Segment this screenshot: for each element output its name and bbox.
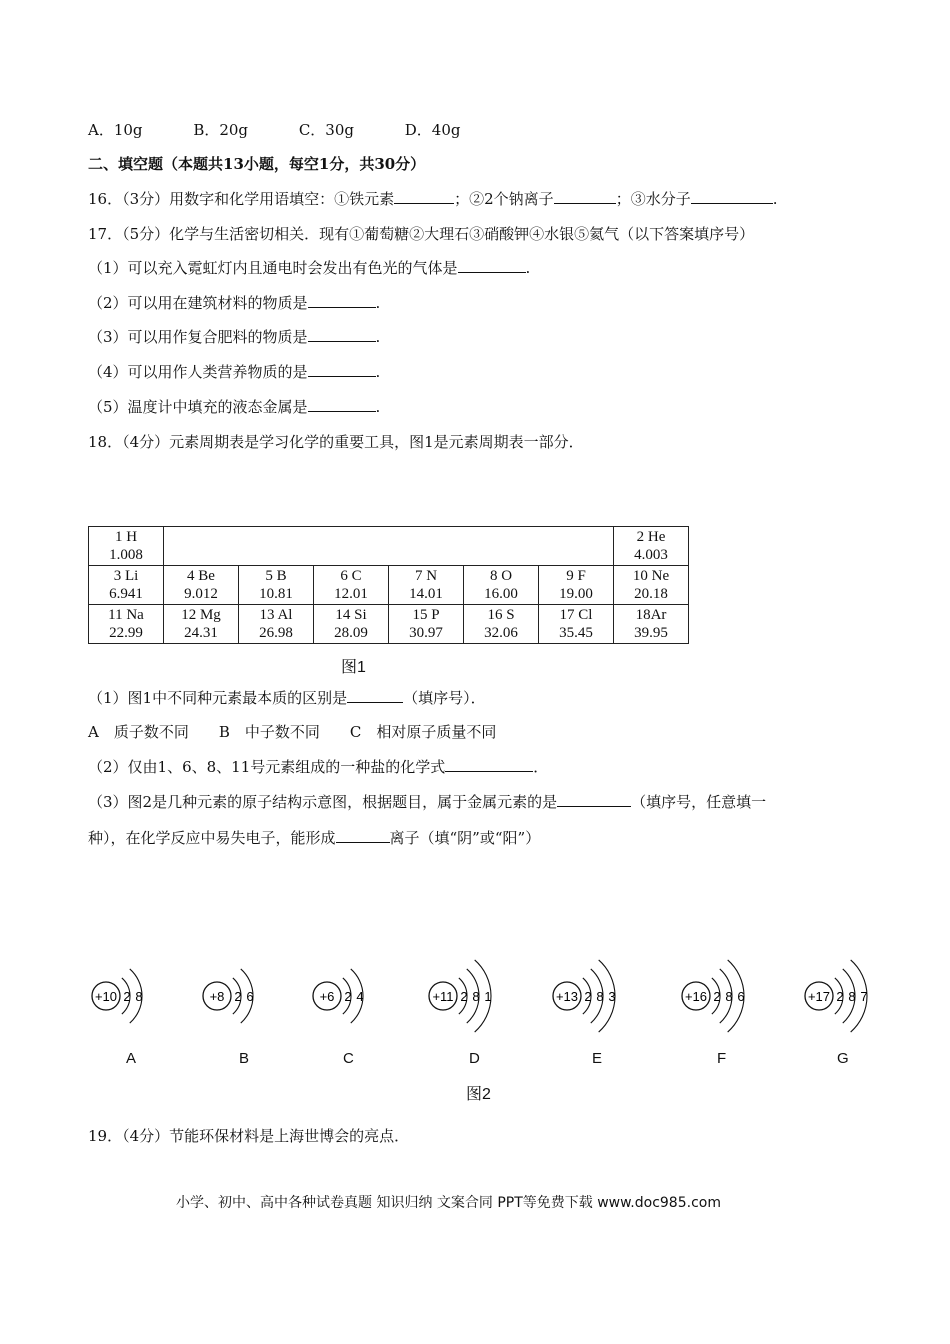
electron-count: 2 xyxy=(123,989,131,1004)
q16-stem: 16．（3分）用数字和化学用语填空：①铁元素 xyxy=(88,190,395,208)
element-cell xyxy=(314,566,389,605)
q17-item-end: . xyxy=(525,259,531,277)
electron-count: 2 xyxy=(836,989,844,1004)
q17-item-end: . xyxy=(375,294,381,312)
periodic-row-2 xyxy=(89,566,689,605)
element-mass: 20.18 xyxy=(634,586,668,602)
q17-item-end: . xyxy=(375,328,381,346)
q17-item-3 xyxy=(88,327,380,347)
q18-blank-4[interactable] xyxy=(336,828,390,843)
atom-diagram-b xyxy=(201,950,291,1040)
element-cell xyxy=(539,605,614,644)
electron-count: 3 xyxy=(608,989,616,1004)
q18-sub3-text-d: 离子（填“阴”或“阳”） xyxy=(389,829,541,847)
element-symbol: 3 Li xyxy=(113,568,139,584)
q17-item-end: . xyxy=(375,398,381,416)
element-mass: 35.45 xyxy=(559,625,593,641)
q17-blank-5[interactable] xyxy=(308,397,376,412)
element-mass: 14.01 xyxy=(409,586,443,602)
nucleus-charge: +6 xyxy=(319,989,335,1004)
atom-structure-svg xyxy=(201,950,291,1040)
option-a: A．10g xyxy=(88,121,143,139)
q17-item-4 xyxy=(88,362,380,382)
q17-item-end: . xyxy=(375,363,381,381)
q15-options xyxy=(88,120,460,140)
electron-count: 2 xyxy=(713,989,721,1004)
element-cell xyxy=(239,566,314,605)
q18-blank-3[interactable] xyxy=(557,792,631,807)
element-symbol: 2 He xyxy=(636,529,666,545)
q17-item-text: （1）可以充入霓虹灯内且通电时会发出有色光的气体是 xyxy=(88,259,458,277)
q18-sub2-text: （2）仅由1、6、8、11号元素组成的一种盐的化学式 xyxy=(88,758,446,776)
q16-part3: ；③水分子 xyxy=(615,190,691,208)
q18-sub-3-line-1 xyxy=(88,792,766,812)
element-symbol: 17 Cl xyxy=(559,607,593,623)
q17-blank-1[interactable] xyxy=(458,258,526,273)
electron-count: 8 xyxy=(596,989,604,1004)
question-19-stem: 19．（4分）节能环保材料是上海世博会的亮点． xyxy=(88,1127,410,1145)
atom-diagram-g xyxy=(803,950,893,1040)
element-mass: 32.06 xyxy=(484,625,518,641)
atom-label: E xyxy=(592,1050,603,1067)
electron-count: 2 xyxy=(460,989,468,1004)
atom-structure-svg xyxy=(551,950,641,1040)
atom-diagram-c xyxy=(311,950,401,1040)
element-mass: 4.003 xyxy=(634,547,668,563)
q17-item-text: （5）温度计中填充的液态金属是 xyxy=(88,398,308,416)
atom-label: C xyxy=(343,1050,354,1067)
q18-sub3-text-b: （填序号，任意填一 xyxy=(631,793,767,811)
electron-count: 6 xyxy=(737,989,745,1004)
atom-diagram-f xyxy=(680,950,770,1040)
q16-blank-2[interactable] xyxy=(554,189,616,204)
element-mass: 10.81 xyxy=(259,586,293,602)
q18-sub3-text-c: 种），在化学反应中易失电子，能形成 xyxy=(88,829,336,847)
element-cell xyxy=(164,605,239,644)
figure-2-caption: 图2 xyxy=(466,1086,491,1103)
element-cell xyxy=(614,566,689,605)
atom-structure-svg xyxy=(803,950,893,1040)
q18-sub3-text: （3）图2是几种元素的原子结构示意图，根据题目，属于金属元素的是 xyxy=(88,793,558,811)
atom-label: G xyxy=(837,1050,849,1067)
q18-sub2-end: ． xyxy=(533,758,549,776)
nucleus-charge: +11 xyxy=(432,989,454,1004)
element-mass: 1.008 xyxy=(109,547,143,563)
electron-count: 8 xyxy=(848,989,856,1004)
option-d: D．40g xyxy=(404,121,461,139)
nucleus-charge: +17 xyxy=(807,989,831,1004)
question-16 xyxy=(88,189,777,209)
atom-label: A xyxy=(126,1050,137,1067)
electron-count: 4 xyxy=(356,989,364,1004)
element-symbol: 13 Al xyxy=(259,607,293,623)
element-cell-he xyxy=(614,527,689,566)
element-symbol: 16 S xyxy=(487,607,515,623)
element-mass: 19.00 xyxy=(559,586,593,602)
q17-item-5 xyxy=(88,397,380,417)
nucleus-charge: +8 xyxy=(209,989,225,1004)
q17-item-1 xyxy=(88,258,530,278)
element-mass: 26.98 xyxy=(259,625,293,641)
section-title: 二、填空题（本题共13小题，每空1分，共30分） xyxy=(88,155,426,173)
element-symbol: 18Ar xyxy=(635,607,667,623)
element-cell xyxy=(539,566,614,605)
electron-count: 1 xyxy=(484,989,492,1004)
nucleus-charge: +10 xyxy=(94,989,118,1004)
element-symbol: 15 P xyxy=(412,607,440,623)
q18-sub-2 xyxy=(88,757,548,777)
element-cell xyxy=(239,605,314,644)
q18-sub1-end: （填序号）． xyxy=(403,689,486,707)
electron-count: 7 xyxy=(860,989,868,1004)
atom-structure-svg xyxy=(311,950,401,1040)
element-cell xyxy=(89,605,164,644)
element-cell xyxy=(464,566,539,605)
question-17-stem: 17．（5分）化学与生活密切相关．现有①葡萄糖②大理石③硝酸钾④水银⑤氦气（以下答案填序号） xyxy=(88,225,755,243)
atom-structure-svg xyxy=(427,950,517,1040)
footer-text: 小学、初中、高中各种试卷真题 知识归纳 文案合同 PPT等免费下载 www.doc985.com xyxy=(176,1195,721,1211)
element-cell xyxy=(164,566,239,605)
element-symbol: 8 O xyxy=(489,568,513,584)
q16-blank-3[interactable] xyxy=(691,189,773,204)
q18-sub1-text: （1）图1中不同种元素最本质的区别是 xyxy=(88,689,348,707)
atom-label: F xyxy=(717,1050,727,1067)
element-cell-h xyxy=(89,527,164,566)
q17-item-text: （2）可以用在建筑材料的物质是 xyxy=(88,294,308,312)
q16-part2: ；②2个钠离子 xyxy=(454,190,554,208)
nucleus-charge: +13 xyxy=(555,989,579,1004)
atom-diagram-a xyxy=(90,950,180,1040)
q17-item-text: （4）可以用作人类营养物质的是 xyxy=(88,363,308,381)
element-mass: 30.97 xyxy=(409,625,443,641)
q17-item-2 xyxy=(88,293,380,313)
periodic-row-3 xyxy=(89,605,689,644)
q18-sub-1 xyxy=(88,688,486,708)
element-cell xyxy=(389,605,464,644)
element-symbol: 4 Be xyxy=(187,568,215,584)
atom-structure-svg xyxy=(90,950,180,1040)
element-cell xyxy=(314,605,389,644)
q18-blank-1[interactable] xyxy=(347,688,403,703)
atom-diagram-d xyxy=(427,950,517,1040)
electron-count: 2 xyxy=(344,989,352,1004)
electron-count: 8 xyxy=(725,989,733,1004)
element-cell xyxy=(389,566,464,605)
atom-structure-svg xyxy=(680,950,770,1040)
q17-blank-2[interactable] xyxy=(308,293,376,308)
option-c: C．30g xyxy=(298,121,354,139)
electron-count: 6 xyxy=(246,989,254,1004)
element-symbol: 11 Na xyxy=(108,607,144,623)
figure-1-caption: 图1 xyxy=(341,659,366,676)
q17-blank-3[interactable] xyxy=(308,327,376,342)
periodic-table xyxy=(88,526,689,644)
element-symbol: 7 N xyxy=(414,568,438,584)
element-mass: 22.99 xyxy=(109,625,143,641)
q18-sub-3-line-2 xyxy=(88,828,540,848)
element-mass: 9.012 xyxy=(184,586,218,602)
q18-blank-2[interactable] xyxy=(445,757,533,772)
periodic-gap xyxy=(164,527,614,566)
element-mass: 24.31 xyxy=(184,625,218,641)
nucleus-charge: +16 xyxy=(684,989,708,1004)
element-symbol: 6 C xyxy=(340,568,362,584)
element-mass: 6.941 xyxy=(109,586,143,602)
q16-end: . xyxy=(772,190,778,208)
atom-label: B xyxy=(239,1050,250,1067)
question-18-stem: 18．（4分）元素周期表是学习化学的重要工具，图1是元素周期表一部分． xyxy=(88,433,584,451)
q17-blank-4[interactable] xyxy=(308,362,376,377)
element-mass: 39.95 xyxy=(634,625,668,641)
periodic-row-1 xyxy=(89,527,689,566)
q16-blank-1[interactable] xyxy=(394,189,454,204)
option-b: B．20g xyxy=(193,121,249,139)
electron-count: 2 xyxy=(584,989,592,1004)
element-cell xyxy=(614,605,689,644)
q17-item-text: （3）可以用作复合肥料的物质是 xyxy=(88,328,308,346)
element-mass: 28.09 xyxy=(334,625,368,641)
atom-diagram-e xyxy=(551,950,641,1040)
electron-count: 2 xyxy=(234,989,242,1004)
electron-count: 8 xyxy=(472,989,480,1004)
element-mass: 16.00 xyxy=(484,586,518,602)
element-symbol: 1 H xyxy=(114,529,138,545)
element-mass: 12.01 xyxy=(334,586,368,602)
element-cell xyxy=(89,566,164,605)
element-symbol: 10 Ne xyxy=(632,568,670,584)
element-symbol: 9 F xyxy=(566,568,586,584)
element-symbol: 14 Si xyxy=(335,607,367,623)
element-symbol: 12 Mg xyxy=(181,607,221,623)
q18-sub-1-options: A 质子数不同 B 中子数不同 C 相对原子质量不同 xyxy=(88,723,497,741)
electron-count: 8 xyxy=(135,989,143,1004)
element-cell xyxy=(464,605,539,644)
element-symbol: 5 B xyxy=(265,568,287,584)
atom-label: D xyxy=(469,1050,480,1067)
